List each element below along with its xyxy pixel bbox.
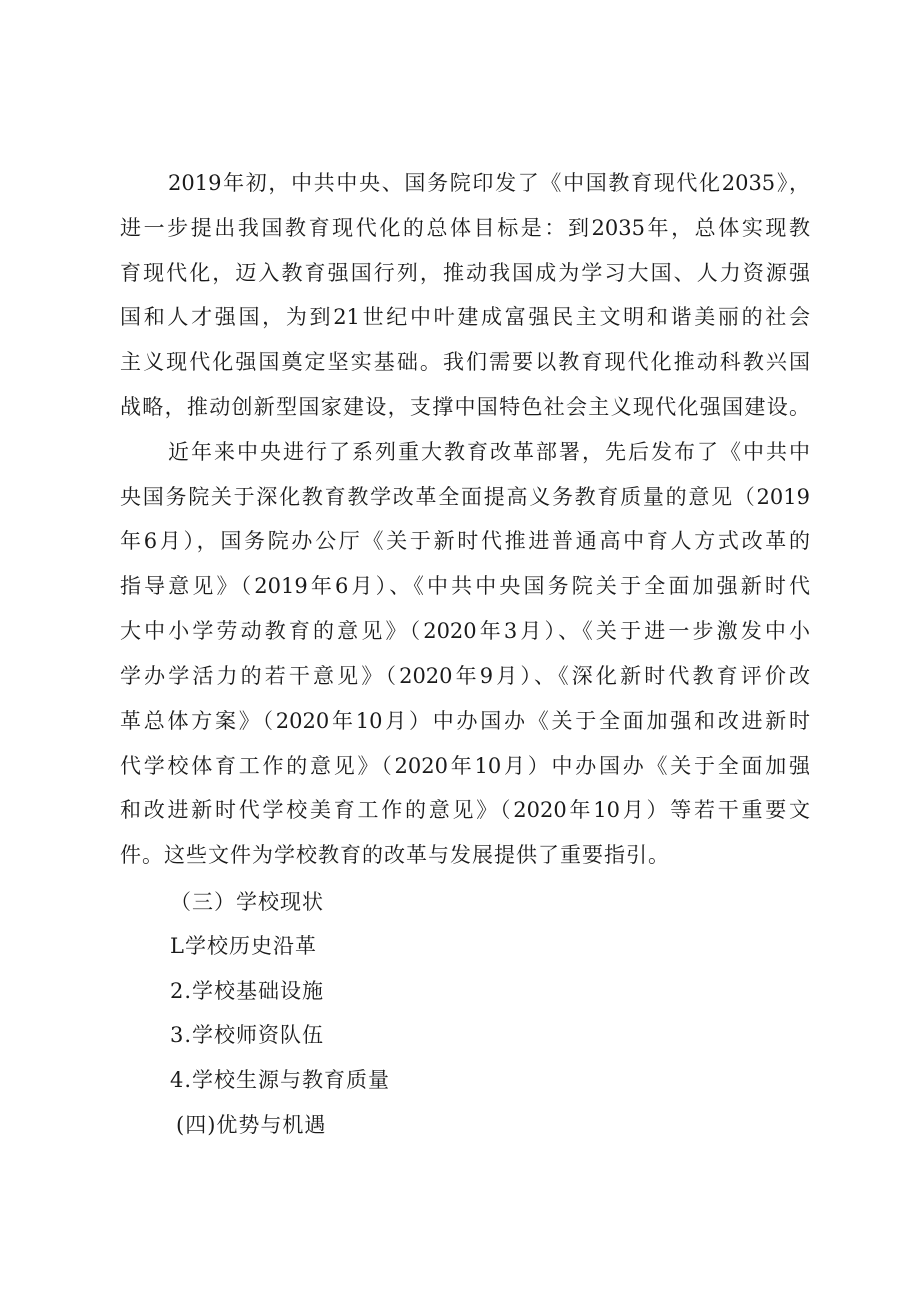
paragraph-2-line-5: 大中小学劳动教育的意见》（2020年3月）、《关于进一步激发中小 [120,619,810,643]
paragraph-1-line-3: 育现代化，迈入教育强国行列，推动我国成为学习大国、人力资源强 [120,261,810,285]
paragraph-2-line-4: 指导意见》（2019年6月）、《中共中央国务院关于全面加强新时代 [120,574,810,598]
section-3-item-1: L学校历史沿革 [170,934,317,958]
paragraph-2-line-8: 代学校体育工作的意见》（2020年10月）中办国办《关于全面加强 [120,754,810,778]
paragraph-2-line-7: 革总体方案》（2020年10月）中办国办《关于全面加强和改进新时 [120,709,810,733]
section-3-item-4: 4.学校生源与教育质量 [170,1068,391,1092]
paragraph-1-line-5: 主义现代化强国奠定坚实基础。我们需要以教育现代化推动科教兴国 [120,350,810,374]
paragraph-2-line-3: 年6月），国务院办公厅《关于新时代推进普通高中育人方式改革的 [120,529,810,553]
paragraph-2-line-6: 学办学活力的若干意见》（2020年9月）、《深化新时代教育评价改 [120,664,810,688]
paragraph-2-line-9: 和改进新时代学校美育工作的意见》（2020年10月）等若干重要文 [120,798,810,822]
section-3-item-3: 3.学校师资队伍 [170,1023,325,1047]
paragraph-2-line-2: 央国务院关于深化教育教学改革全面提高义务教育质量的意见（2019 [120,485,810,509]
paragraph-2-line-1: 近年来中央进行了系列重大教育改革部署，先后发布了《中共中 [168,440,810,464]
section-4-heading: (四)优势与机遇 [176,1113,327,1137]
paragraph-1-line-2: 进一步提出我国教育现代化的总体目标是：到2035年，总体实现教 [120,216,810,240]
paragraph-1-line-4: 国和人才强国，为到21世纪中叶建成富强民主文明和谐美丽的社会 [120,305,810,329]
paragraph-2-line-10: 件。这些文件为学校教育的改革与发展提供了重要指引。 [120,843,670,867]
paragraph-1-line-1: 2019年初，中共中央、国务院印发了《中国教育现代化2035》， [168,171,810,195]
section-3-item-2: 2.学校基础设施 [170,979,325,1003]
section-3-heading: （三）学校现状 [170,890,324,914]
paragraph-1-line-6: 战略，推动创新型国家建设，支撑中国特色社会主义现代化强国建设。 [120,395,810,419]
